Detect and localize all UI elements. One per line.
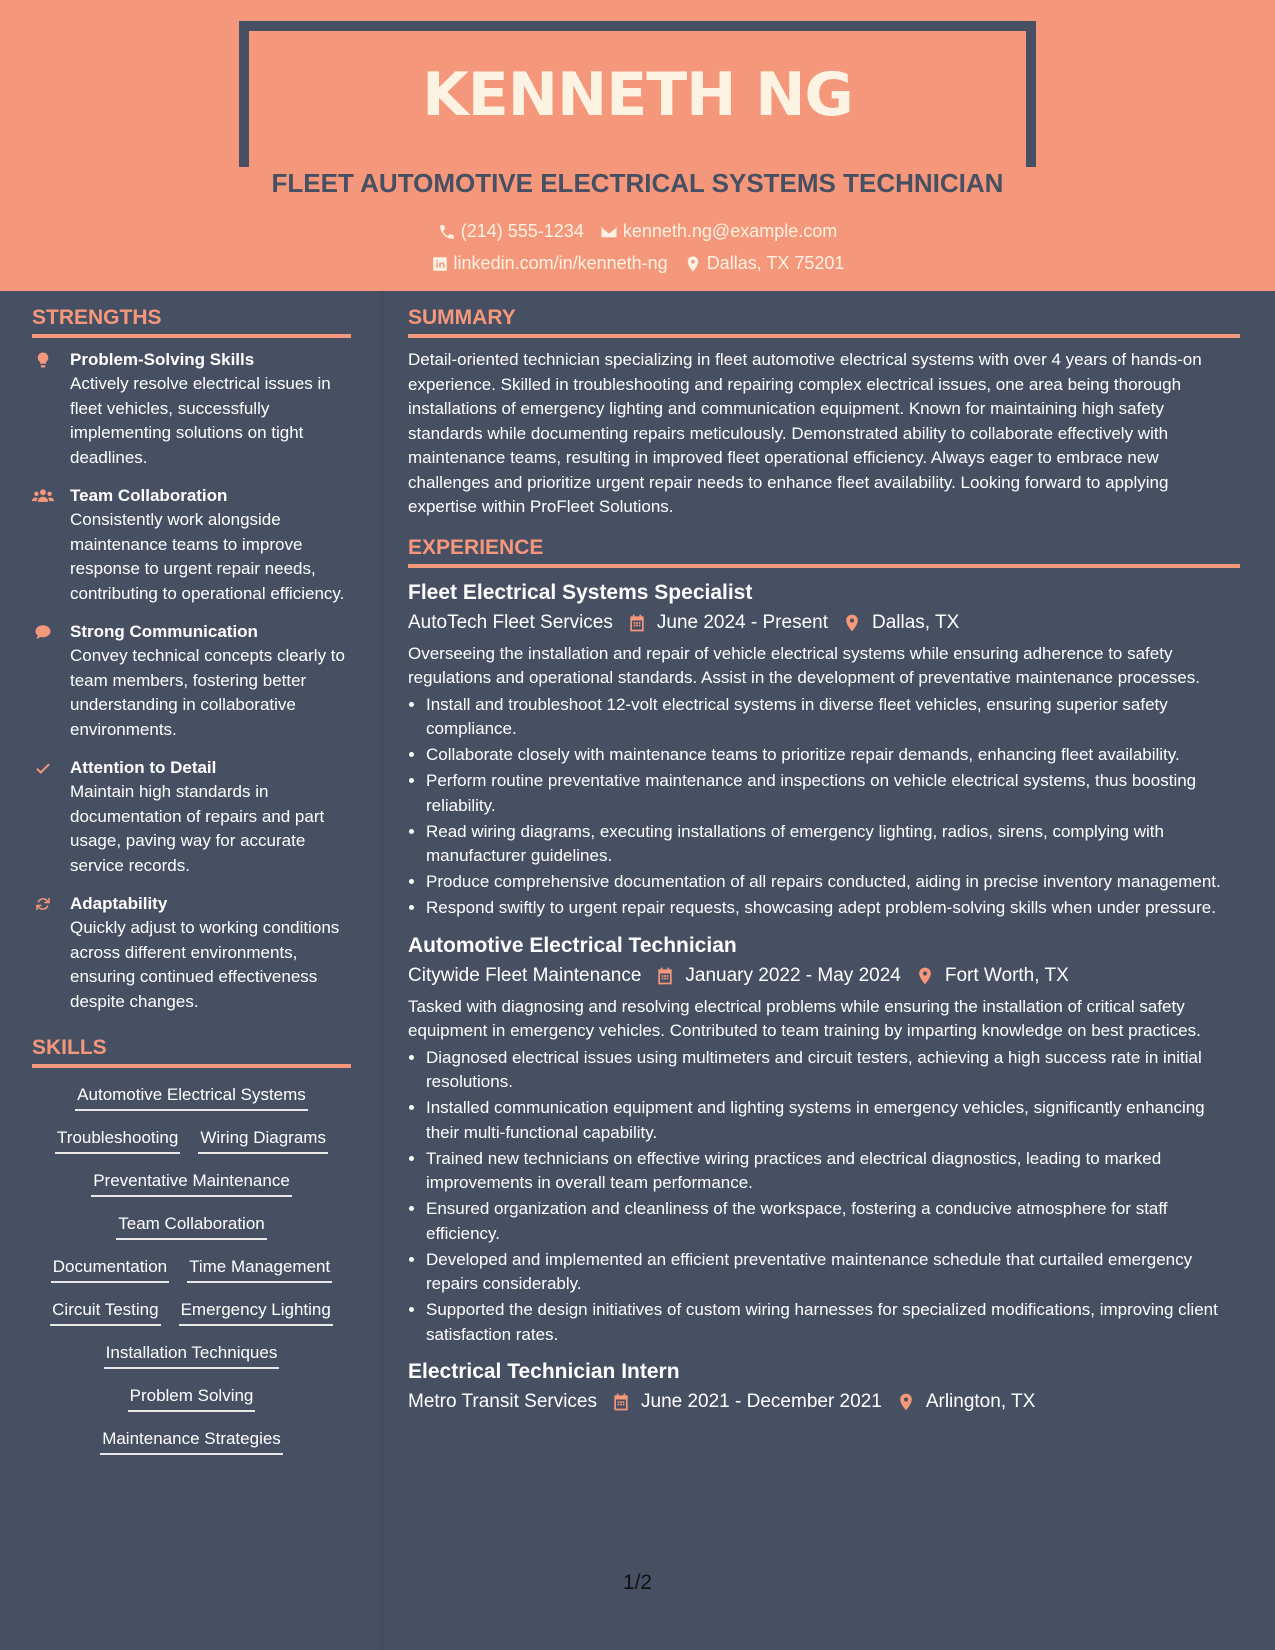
map-pin-icon [842, 613, 862, 633]
strength-item [32, 756, 351, 878]
job-bullet: • Ensured organization and cleanliness of the workspace, fostering a conducive atmosphere for staff efficiency. [426, 1197, 1240, 1246]
column-divider [382, 291, 383, 1650]
calendar-icon [655, 966, 675, 986]
refresh-icon [32, 895, 54, 913]
job-bullet: • Install and troubleshoot 12-volt electrical systems in diverse fleet vehicles, ensuring superior safety compliance. [426, 693, 1240, 742]
job-entry [408, 578, 1240, 921]
job-title: Electrical Technician Intern [408, 1360, 680, 1383]
candidate-name: KENNETH NG [422, 60, 853, 130]
strength-item [32, 484, 351, 606]
job-location: Arlington, TX [925, 1391, 1036, 1412]
contact-linkedin[interactable] [431, 253, 668, 274]
job-company: Metro Transit Services [408, 1391, 597, 1412]
strengths-heading: STRENGTHS [32, 306, 351, 338]
summary-heading: SUMMARY [408, 306, 1240, 338]
skills-row [32, 1256, 351, 1283]
linkedin-icon [431, 255, 449, 273]
job-bullet: • Perform routine preventative maintenance and inspections on vehicle electrical systems, thus boosting reliability. [426, 769, 1240, 818]
skill-tag: Circuit Testing [50, 1299, 160, 1326]
skills-row [32, 1213, 351, 1240]
strengths-section [32, 306, 351, 1014]
contact-phone [438, 221, 584, 242]
right-column [408, 306, 1240, 1427]
map-pin-icon [915, 966, 935, 986]
job-location: Fort Worth, TX [944, 964, 1069, 986]
calendar-icon [627, 613, 647, 633]
skills-section [32, 1036, 351, 1455]
email-text[interactable]: kenneth.ng@example.com [622, 221, 838, 241]
summary-text: Detail-oriented technician specializing in fleet automotive electrical systems with over 4 years of hands-on experience. Skilled in troubleshooting and repairing complex electrical issues, one area being thorough installations of emergency lighting and communication equipment. Known for maintaining high safety standards while documenting repairs meticulously. Demonstrated ability to collaborate effectively with maintenance teams, resulting in improved fleet operational efficiency. Always eager to embrace new challenges and prioritize urgent repair needs to enhance fleet availability. Looking forward to applying expertise within ProFleet Solutions. [408, 350, 1202, 516]
phone-text: (214) 555-1234 [460, 221, 584, 241]
strength-heading: Team Collaboration [70, 486, 228, 505]
linkedin-text[interactable]: linkedin.com/in/kenneth-ng [453, 253, 668, 273]
experience-heading: EXPERIENCE [408, 536, 1240, 568]
job-title: Automotive Electrical Technician [408, 933, 737, 957]
skill-tag: Time Management [187, 1256, 332, 1283]
comment-icon [32, 623, 54, 641]
job-meta [408, 1387, 1240, 1417]
contact-location [684, 253, 845, 274]
job-bullet: • Supported the design initiatives of custom wiring harnesses for specialized modifications, improving client satisfaction rates. [426, 1298, 1240, 1347]
job-title: Fleet Electrical Systems Specialist [408, 580, 753, 604]
job-dates: June 2024 - Present [656, 611, 828, 633]
skill-tag: Team Collaboration [116, 1213, 266, 1240]
skills-list [32, 1078, 351, 1455]
candidate-title: FLEET AUTOMOTIVE ELECTRICAL SYSTEMS TECHNICIAN [271, 168, 1004, 198]
strength-description: Consistently work alongside maintenance teams to improve response to urgent repair needs, contributing to operational efficiency. [70, 510, 345, 603]
skills-row [32, 1127, 351, 1154]
skill-tag: Emergency Lighting [179, 1299, 333, 1326]
skills-row [32, 1170, 351, 1197]
strength-item [32, 620, 351, 742]
skills-row [32, 1428, 351, 1455]
job-dates: June 2021 - December 2021 [641, 1391, 882, 1412]
job-dates: January 2022 - May 2024 [685, 964, 901, 986]
strength-description: Actively resolve electrical issues in fleet vehicles, successfully implementing solutions on tight deadlines. [70, 374, 331, 467]
summary-section [408, 306, 1240, 520]
job-bullet: • Developed and implemented an efficient preventative maintenance schedule that curtailed emergency repairs considerably. [426, 1248, 1240, 1297]
job-bullet: • Collaborate closely with maintenance teams to prioritize repair demands, enhancing fleet availability. [426, 743, 1240, 768]
map-pin-icon [896, 1392, 916, 1412]
job-bullets [426, 1046, 1240, 1348]
job-company: Citywide Fleet Maintenance [408, 964, 642, 986]
contact-row-1 [0, 221, 1275, 242]
skill-tag: Problem Solving [128, 1385, 256, 1412]
skill-tag: Wiring Diagrams [198, 1127, 328, 1154]
job-description: Tasked with diagnosing and resolving electrical problems while ensuring the installation of critical safety equipment in emergency vehicles. Contributed to team training by imparting knowledge on best practices. [408, 996, 1201, 1040]
contact-row-2 [0, 253, 1275, 274]
skills-heading: SKILLS [32, 1036, 351, 1068]
skill-tag: Automotive Electrical Systems [75, 1084, 308, 1111]
skill-tag: Documentation [51, 1256, 169, 1283]
calendar-icon [611, 1392, 631, 1412]
job-location: Dallas, TX [872, 611, 960, 633]
lightbulb-icon [32, 351, 54, 369]
location-text: Dallas, TX 75201 [706, 253, 845, 273]
strength-description: Convey technical concepts clearly to team members, fostering better understanding in collaborative environments. [70, 646, 345, 739]
strength-description: Maintain high standards in documentation of repairs and part usage, paving way for accurate service records. [70, 782, 325, 875]
map-pin-icon [684, 255, 702, 273]
phone-icon [438, 223, 456, 241]
skill-tag: Installation Techniques [104, 1342, 280, 1369]
skill-tag: Troubleshooting [55, 1127, 180, 1154]
skills-row [32, 1342, 351, 1369]
resume-header [0, 0, 1275, 291]
strength-item [32, 348, 351, 470]
job-bullets [426, 693, 1240, 921]
contact-email[interactable] [600, 221, 837, 242]
job-meta [408, 608, 1240, 638]
left-column [32, 306, 351, 1471]
strength-description: Quickly adjust to working conditions across different environments, ensuring continued effectiveness despite changes. [70, 918, 340, 1011]
job-bullet: • Respond swiftly to urgent repair requests, showcasing adept problem-solving skills when under pressure. [426, 896, 1240, 921]
strength-heading: Strong Communication [70, 622, 258, 641]
job-bullet: • Installed communication equipment and lighting systems in emergency vehicles, significantly enhancing their multi-functional capability. [426, 1096, 1240, 1145]
job-meta [408, 961, 1240, 991]
skills-row [32, 1084, 351, 1111]
strength-heading: Attention to Detail [70, 758, 217, 777]
job-description: Overseeing the installation and repair of vehicle electrical systems while ensuring adherence to safety regulations and operational standards. Assist in the development of preventative maintenance processes. [408, 643, 1200, 687]
strength-heading: Problem-Solving Skills [70, 350, 255, 369]
strength-item [32, 892, 351, 1014]
job-bullet: • Read wiring diagrams, executing installations of emergency lighting, radios, sirens, complying with manufacturer guidelines. [426, 820, 1240, 869]
page-number: 1/2 [622, 1571, 653, 1594]
skill-tag: Preventative Maintenance [91, 1170, 292, 1197]
check-icon [32, 759, 54, 777]
envelope-icon [600, 223, 618, 241]
job-entry [408, 1357, 1240, 1417]
experience-section [408, 536, 1240, 1418]
job-company: AutoTech Fleet Services [408, 611, 613, 633]
skills-row [32, 1299, 351, 1326]
job-entry [408, 931, 1240, 1348]
skill-tag: Maintenance Strategies [100, 1428, 283, 1455]
job-bullet: • Produce comprehensive documentation of all repairs conducted, aiding in precise inventory management. [426, 870, 1240, 895]
users-icon [32, 487, 54, 505]
job-bullet: • Diagnosed electrical issues using multimeters and circuit testers, achieving a high success rate in initial resolutions. [426, 1046, 1240, 1095]
job-bullet: • Trained new technicians on effective wiring practices and electrical diagnostics, leading to marked improvements in overall team performance. [426, 1147, 1240, 1196]
skills-row [32, 1385, 351, 1412]
strength-heading: Adaptability [70, 894, 168, 913]
